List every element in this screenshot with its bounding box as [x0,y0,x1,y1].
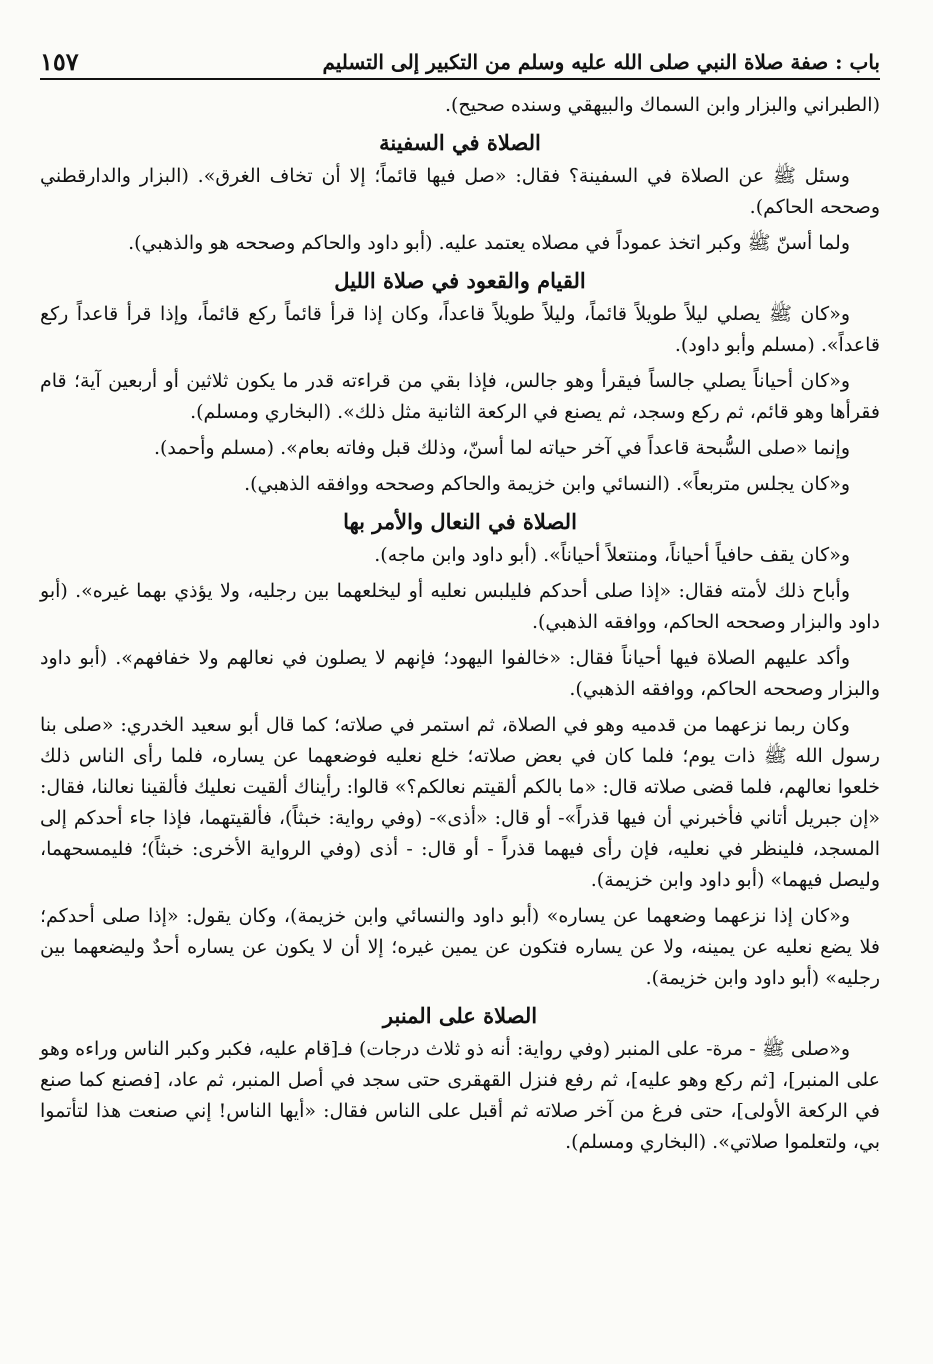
section-heading: الصلاة في السفينة [379,130,541,155]
paragraph: و«كان ﷺ يصلي ليلاً طويلاً قائماً، وليلاً طويلاً قاعداً، وكان إذا قرأ قائماً ركع قائماً، وإذا قرأ قاعداً ركع قاعداً». (مسلم وأبو داود). [40,303,880,356]
paragraph: وسئل ﷺ عن الصلاة في السفينة؟ فقال: «صل فيها قائماً؛ إلا أن تخاف الغرق». (البزار والدارقطني وصححه الحاكم). [40,165,880,218]
paragraph: و«كان أحياناً يصلي جالساً فيقرأ وهو جالس، فإذا بقي من قراءته قدر ما يكون ثلاثين أو أربعين آية؛ قام فقرأها وهو قائم، ثم ركع وسجد، ثم يصنع في الركعة الثانية مثل ذلك». (البخاري ومسلم). [40,370,880,423]
paragraph: و«كان إذا نزعهما وضعهما عن يساره» (أبو داود والنسائي وابن خزيمة)، وكان يقول: «إذا صلى أحدكم؛ فلا يضع نعليه عن يمينه، ولا عن يساره فتكون عن يمين غيره؛ إلا أن لا يكون عن يساره أحدٌ وليضعهما بين رجليه» (أبو داود وابن خزيمة). [40,905,880,989]
section-heading: القيام والقعود في صلاة الليل [334,268,586,293]
section-heading: الصلاة على المنبر [382,1003,538,1028]
page-body [40,90,880,1163]
running-header [40,38,880,80]
page-number: ١٥٧ [40,47,79,76]
paragraph: وأباح ذلك لأمته فقال: «إذا صلى أحدكم فليلبس نعليه أو ليخلعهما بين رجليه، ولا يؤذي بهما غيره». (أبو داود والبزار وصححه الحاكم، ووافقه الذهبي). [40,580,880,633]
paragraph: ولما أسنّ ﷺ وكبر اتخذ عموداً في مصلاه يعتمد عليه. (أبو داود والحاكم وصححه هو والذهبي). [128,232,850,254]
paragraph: و«صلى ﷺ - مرة- على المنبر (وفي رواية: أنه ذو ثلاث درجات) فـ[قام عليه، فكبر وكبر الناس وراءه وهو على المنبر]، [ثم ركع وهو عليه]، ثم رفع فنزل القهقرى حتى سجد في أصل المنبر، ثم عاد، [فصنع كما صنع في الركعة الأولى]، حتى فرغ من آخر صلاته ثم أقبل على الناس فقال: «أيها الناس! إني صنعت هذا لتأتموا بي، ولتعلموا صلاتي». (البخاري ومسلم). [40,1038,880,1153]
paragraph: و«كان يجلس متربعاً». (النسائي وابن خزيمة والحاكم وصححه ووافقه الذهبي). [244,473,850,495]
paragraph: وكان ربما نزعهما من قدميه وهو في الصلاة، ثم استمر في صلاته؛ كما قال أبو سعيد الخدري: «صلى بنا رسول الله ﷺ ذات يوم؛ فلما كان في بعض صلاته؛ خلع نعليه فوضعهما عن يساره، فلما رأى الناس ذلك خلعوا نعالهم، فلما قضى صلاته قال: «ما بالكم ألقيتم نعالكم؟» قالوا: رأيناك ألقيت نعليك فألقينا نعالنا، فقال: «إن جبريل أتاني فأخبرني أن فيها قذراً»- أو قال: «أذى»- (وفي رواية: خبثاً)، فألقيتهما، فإذا جاء أحدكم إلى المسجد، فلينظر في نعليه، فإن رأى فيهما قذراً - أو قال: - أذى (وفي الرواية الأخرى: خبثاً)؛ فليمسحهما، وليصل فيهما» (أبو داود وابن خزيمة). [40,714,880,891]
section-heading: الصلاة في النعال والأمر بها [343,509,577,534]
paragraph: و«كان يقف حافياً أحياناً، ومنتعلاً أحياناً». (أبو داود وابن ماجه). [374,544,850,566]
paragraph: وإنما «صلى السُّبحة قاعداً في آخر حياته لما أسنّ، وذلك قبل وفاته بعام». (مسلم وأحمد). [153,437,850,459]
paragraph: (الطبراني والبزار وابن السماك والبيهقي وسنده صحيح). [444,94,880,116]
book-page [40,30,880,1340]
paragraph: وأكد عليهم الصلاة فيها أحياناً فقال: «خالفوا اليهود؛ فإنهم لا يصلون في نعالهم ولا خفافهم». (أبو داود والبزار وصححه الحاكم، ووافقه الذهبي). [40,647,880,700]
chapter-title: باب : صفة صلاة النبي صلى الله عليه وسلم من التكبير إلى التسليم [322,50,880,74]
